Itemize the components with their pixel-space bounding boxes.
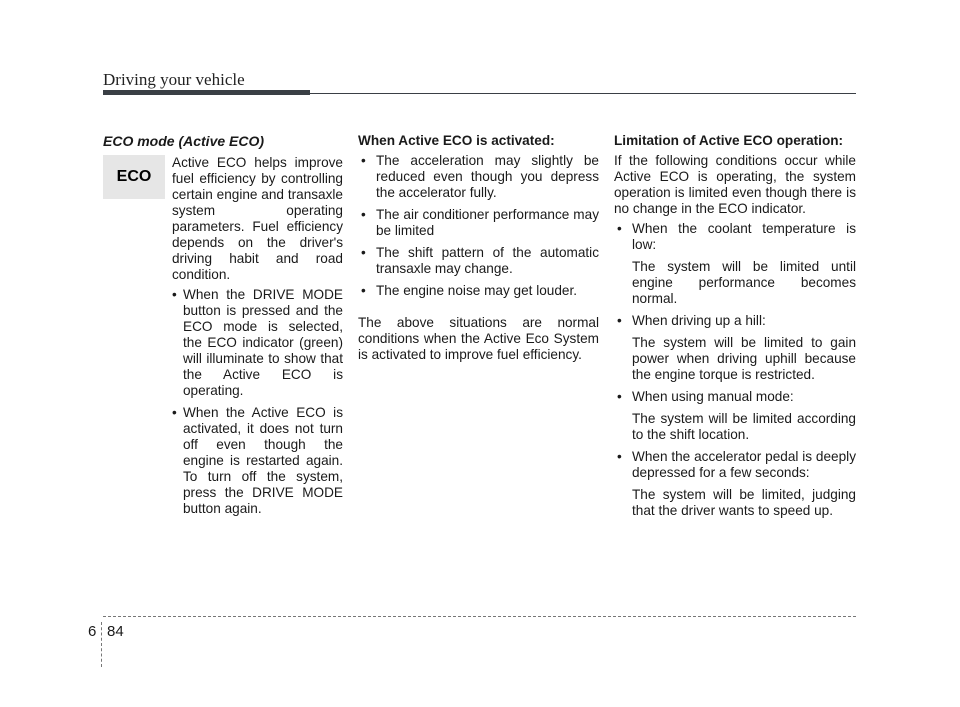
list-item-text: When the Active ECO is activated, it does not turn off even though the engine is restarted again. To turn off the system, press the DRIVE MODE button again.	[183, 405, 343, 516]
list-item	[358, 283, 599, 299]
eco-mode-bullet-list	[172, 287, 343, 517]
eco-intro-paragraph: Active ECO helps improve fuel efficiency by controlling certain engine and transaxle system operating parameters. Fuel efficiency depends on the driver's driving habit and road condition.	[172, 155, 343, 282]
eco-indicator-label: ECO	[116, 168, 152, 185]
bullet-icon: •	[361, 207, 366, 222]
list-item	[614, 449, 856, 481]
list-item-text: The engine noise may get louder.	[376, 283, 578, 298]
condition-text: When the accelerator pedal is deeply depressed for a few seconds:	[632, 449, 856, 480]
list-item	[614, 221, 856, 253]
bullet-icon: •	[172, 287, 177, 302]
limitation-list	[614, 389, 856, 405]
list-item	[358, 153, 599, 201]
footer-divider	[101, 622, 102, 667]
limitation-list	[614, 221, 856, 253]
bullet-icon: •	[617, 389, 622, 404]
list-item-text: The shift pattern of the automatic transaxle may change.	[376, 245, 599, 276]
activated-note-paragraph: The above situations are normal conditions when the Active Eco System is activated to improve fuel efficiency.	[358, 315, 599, 362]
condition-detail: The system will be limited until engine performance becomes normal.	[632, 259, 856, 306]
limitation-intro-paragraph: If the following conditions occur while Active ECO is operating, the system operation is limited even though there is no change in the ECO indicator.	[614, 153, 856, 216]
footer-rule	[103, 616, 856, 617]
list-item	[172, 405, 343, 517]
section-title: ECO mode (Active ECO)	[103, 133, 265, 149]
list-item	[172, 287, 343, 399]
condition-text: When the coolant temperature is low:	[632, 221, 856, 252]
header-title: Driving your vehicle	[103, 70, 245, 89]
bullet-icon: •	[361, 153, 366, 168]
list-item-text: The air conditioner performance may be limited	[376, 207, 599, 238]
limitation-list	[614, 449, 856, 481]
list-item-text: The acceleration may slightly be reduced even though you depress the accelerator fully.	[376, 153, 599, 200]
list-item	[358, 207, 599, 239]
limitation-heading: Limitation of Active ECO operation:	[614, 133, 844, 148]
condition-detail: The system will be limited, judging that the driver wants to speed up.	[632, 487, 856, 518]
bullet-icon: •	[361, 245, 366, 260]
eco-mode-body	[172, 155, 343, 517]
condition-text: When driving up a hill:	[632, 313, 766, 328]
activated-bullet-list	[358, 153, 599, 299]
activated-heading: When Active ECO is activated:	[358, 133, 555, 148]
bullet-icon: •	[172, 405, 177, 420]
condition-text: When using manual mode:	[632, 389, 794, 404]
limitation-list	[614, 313, 856, 329]
header-rule-thin	[310, 93, 856, 94]
page-number: 84	[107, 623, 124, 640]
column-limitations	[614, 133, 856, 525]
bullet-icon: •	[617, 313, 622, 328]
list-item	[614, 313, 856, 329]
list-item	[358, 245, 599, 277]
bullet-icon: •	[617, 221, 622, 236]
eco-indicator-icon	[103, 155, 165, 199]
list-item	[614, 389, 856, 405]
column-eco-mode	[103, 133, 343, 523]
chapter-number: 6	[88, 623, 97, 640]
condition-detail: The system will be limited according to the shift location.	[632, 411, 856, 442]
bullet-icon: •	[617, 449, 622, 464]
condition-detail: The system will be limited to gain power when driving uphill because the engine torque is restricted.	[632, 335, 856, 382]
list-item-text: When the DRIVE MODE button is pressed and the ECO mode is selected, the ECO indicator (green) will illuminate to show that the Active ECO is operating.	[183, 287, 343, 398]
bullet-icon: •	[361, 283, 366, 298]
column-active-eco-activated	[358, 133, 599, 367]
header-rule-thick	[103, 90, 310, 95]
